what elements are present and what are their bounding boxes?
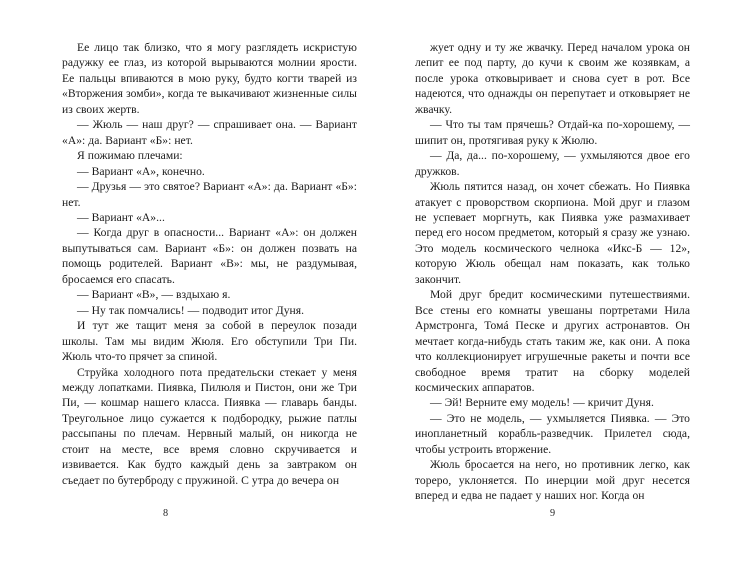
paragraph: — Ну так помчались! — подводит итог Дуня. [77,303,305,317]
page-number: 8 [162,507,169,519]
paragraph: — Эй! Верните ему модель! — кричит Дуня. [430,396,654,410]
left-page-textblock [62,40,357,488]
paragraph: — Друзья — это святое? Вариант «А»: да. Вариант «Б»: нет. [62,180,357,209]
paragraph: — Да, да... по-хорошему, — ухмыляются двое его дружков. [415,149,690,178]
paragraph: — Жюль — наш друг? — спрашивает она. — Вариант «А»: да. Вариант «Б»: нет. [62,118,357,147]
page-number: 9 [549,507,556,519]
paragraph: Жюль пятится назад, он хочет сбежать. Но Пиявка атакует с проворством скорпиона. Мой друг и глазом не успевает моргнуть, как Пиявка уже размахивает перед его носом предметом, который я сразу же узнаю. Это модель космического челнока «Икс-Б — 12», которую Жюль обещал нам показать, как только закончит. [415,180,690,286]
paragraph: — Это не модель, — ухмыляется Пиявка. — Это инопланетный корабль-разведчик. Прилетел сюда, чтобы устроить вторжение. [415,411,690,456]
right-page [375,0,750,563]
paragraph: И тут же тащит меня за собой в переулок позади школы. Там мы видим Жюля. Его обступили Три Пи. Жюль что-то прячет за спиной. [62,319,357,364]
paragraph: Я пожимаю плечами: [77,149,183,163]
paragraph: — Вариант «В», — вздыхаю я. [77,288,231,302]
paragraph: — Когда друг в опасности... Вариант «А»: он должен выпутываться сам. Вариант «Б»: он должен позвать на помощь родителей. Вариант «В»: мы, не раздумывая, бросаемся его спасать. [62,226,357,286]
paragraph: жует одну и ту же жвачку. Перед началом урока он лепит ее под парту, до кучи к своим же козявкам, а после урока отковыривает и снова сует в рот. Все надеются, что однажды он перепутает и отковыряет не жвачку. [415,41,690,116]
paragraph: — Вариант «А»... [77,210,165,224]
paragraph: Жюль бросается на него, но противник легко, как тореро, уклоняется. По инерции мой друг несется вперед и едва не падает у наших ног. Когда он [415,458,690,503]
paragraph: Мой друг бредит космическими путешествиями. Все стены его комнаты увешаны портретами Нила Армстронга, Томá Песке и других астронавтов. Он мечтает когда-нибудь стать таким же, как они. А пока что коллекционирует игрушечные ракеты и почти все свободное время тратит на сборку моделей космических аппаратов. [415,288,690,394]
paragraph: — Вариант «А», конечно. [77,164,205,178]
paragraph: Струйка холодного пота предательски стекает у меня между лопатками. Пиявка, Пилюля и Пистон, они же Три Пи, — кошмар нашего класса. Пиявка — главарь банды. Треугольное лицо сужается к подбородку, рыжие патлы рассыпаны по плечам. Нервный малый, он никогда не стоит на месте, все время словно скручивается и извивается. Как будто каждый день за завтраком он съедает по бутерброду с пружиной. С утра до вечера он [62,365,357,487]
right-page-textblock [415,40,690,504]
paragraph: — Что ты там прячешь? Отдай-ка по-хорошему, — шипит он, протягивая руку к Жюлю. [415,118,690,147]
paragraph: Ее лицо так близко, что я могу разглядеть искристую радужку ее глаз, из которой вырываются молнии ярости. Ее пальцы впиваются в мою руку, будто когти тварей из «Вторжения зомби», когда те выкачивают жизненные силы из своих жертв. [62,41,357,116]
